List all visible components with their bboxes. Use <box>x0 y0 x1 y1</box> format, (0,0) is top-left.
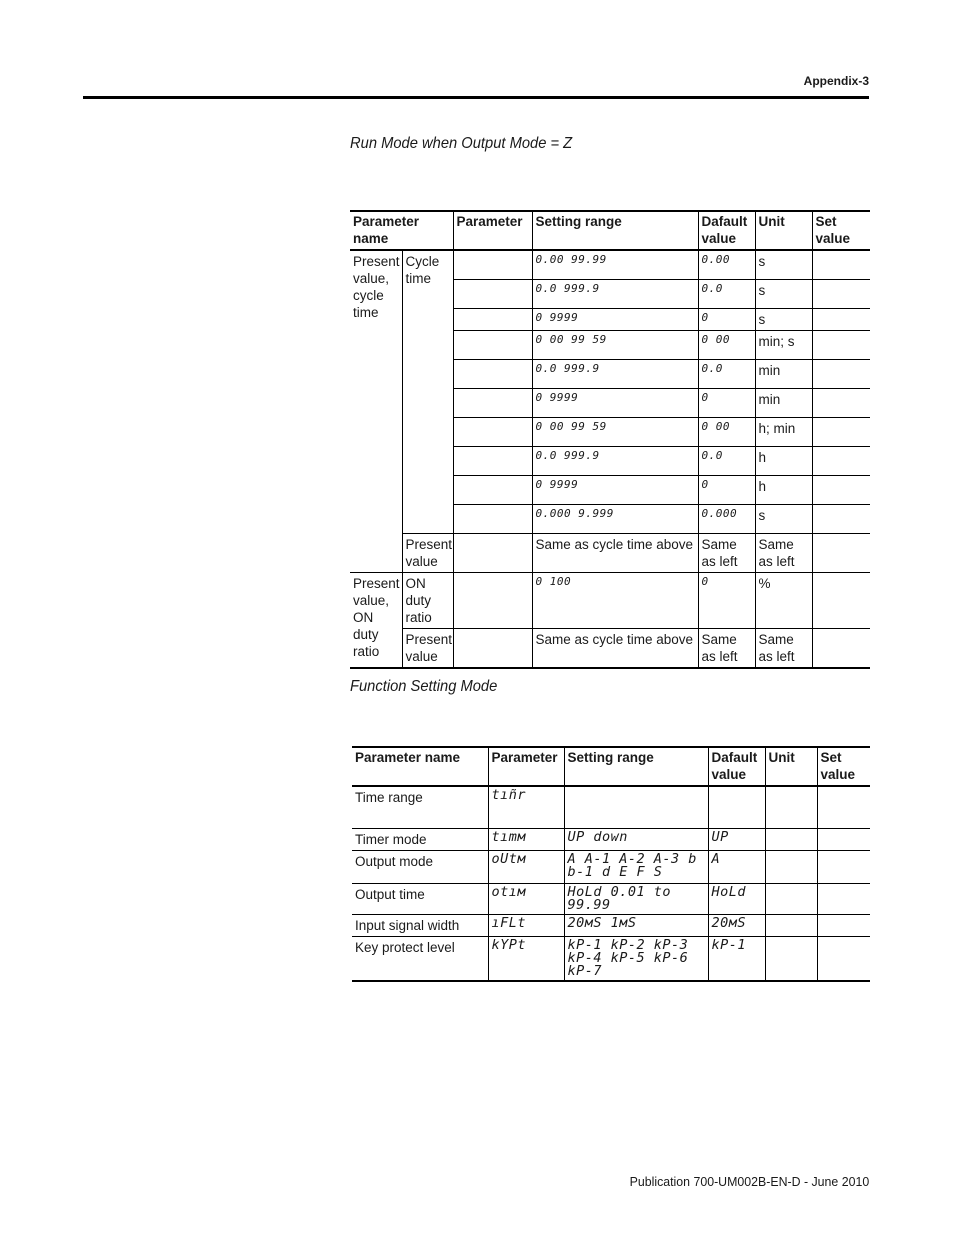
set-value-cell <box>812 388 870 417</box>
col-header-default: Dafault value <box>698 211 755 250</box>
parameter-cell <box>453 250 532 279</box>
unit-cell: Same as left <box>755 533 812 572</box>
unit-cell: min; s <box>755 330 812 359</box>
default-cell: 0.0 <box>698 446 755 475</box>
function-mode-table <box>352 746 870 982</box>
unit-cell <box>765 936 817 981</box>
setting-range-cell: 0.00 99.99 <box>532 250 698 279</box>
parameter-cell <box>453 330 532 359</box>
set-value-cell <box>812 330 870 359</box>
default-cell: 0 <box>698 388 755 417</box>
parameter-cell <box>453 533 532 572</box>
default-cell: 20мS <box>708 914 765 936</box>
parameter-name-cell: Input signal width <box>352 914 488 936</box>
setting-range-cell: 20мS 1мS <box>564 914 708 936</box>
parameter-name-cell: Output time <box>352 883 488 914</box>
table-row <box>350 628 870 668</box>
setting-range-cell: 0.0 999.9 <box>532 446 698 475</box>
unit-cell: min <box>755 359 812 388</box>
setting-range-cell: 0 9999 <box>532 388 698 417</box>
run-mode-title: Run Mode when Output Mode = Z <box>350 135 573 152</box>
parameter-name-cell: Timer mode <box>352 828 488 850</box>
default-cell <box>708 786 765 828</box>
default-cell: kP-1 <box>708 936 765 981</box>
table-row <box>352 883 870 914</box>
group-name-cell: Present value, ON duty ratio <box>350 572 402 668</box>
col-header-set-value: Set value <box>817 747 870 786</box>
default-cell: A <box>708 850 765 883</box>
setting-range-cell: 0 100 <box>532 572 698 628</box>
group-name-cell: Present value, cycle time <box>350 250 402 572</box>
parameter-cell <box>453 417 532 446</box>
parameter-cell <box>453 572 532 628</box>
unit-cell: h <box>755 475 812 504</box>
default-cell: UP <box>708 828 765 850</box>
set-value-cell <box>817 786 870 828</box>
table-row <box>352 828 870 850</box>
setting-range-cell: 0 9999 <box>532 308 698 330</box>
parameter-cell: otıм <box>488 883 564 914</box>
setting-range-cell: 0 9999 <box>532 475 698 504</box>
parameter-cell: ıFLt <box>488 914 564 936</box>
setting-range-cell: Same as cycle time above <box>532 533 698 572</box>
set-value-cell <box>817 850 870 883</box>
unit-cell: % <box>755 572 812 628</box>
unit-cell <box>765 828 817 850</box>
set-value-cell <box>812 533 870 572</box>
header-rule <box>83 96 869 99</box>
col-header-set-value: Set value <box>812 211 870 250</box>
default-cell: Same as left <box>698 628 755 668</box>
default-cell: HoLd <box>708 883 765 914</box>
set-value-cell <box>812 572 870 628</box>
setting-range-cell: 0.000 9.999 <box>532 504 698 533</box>
setting-range-cell: Same as cycle time above <box>532 628 698 668</box>
footer-publication: Publication 700-UM002B-EN-D - June 2010 <box>629 1174 869 1189</box>
unit-cell <box>765 786 817 828</box>
default-cell: 0.0 <box>698 359 755 388</box>
set-value-cell <box>812 628 870 668</box>
set-value-cell <box>817 883 870 914</box>
default-cell: 0.00 <box>698 250 755 279</box>
parameter-cell: oUtм <box>488 850 564 883</box>
unit-cell <box>765 914 817 936</box>
table-row <box>352 936 870 981</box>
unit-cell <box>765 883 817 914</box>
set-value-cell <box>817 936 870 981</box>
col-header-unit: Unit <box>765 747 817 786</box>
table-row <box>350 533 870 572</box>
table-row <box>350 250 870 279</box>
default-cell: 0.000 <box>698 504 755 533</box>
col-header-parameter: Parameter <box>453 211 532 250</box>
col-header-default: Dafault value <box>708 747 765 786</box>
col-header-parameter-name: Parameter name <box>350 211 453 250</box>
set-value-cell <box>812 417 870 446</box>
parameter-name-cell: Output mode <box>352 850 488 883</box>
table-header-row <box>352 747 870 786</box>
unit-cell: h <box>755 446 812 475</box>
parameter-cell <box>453 359 532 388</box>
table-header-row <box>350 211 870 250</box>
default-cell: 0 <box>698 572 755 628</box>
set-value-cell <box>817 914 870 936</box>
setting-range-cell <box>564 786 708 828</box>
unit-cell: s <box>755 250 812 279</box>
parameter-cell: tıñr <box>488 786 564 828</box>
parameter-cell <box>453 475 532 504</box>
run-mode-table <box>350 210 870 669</box>
set-value-cell <box>812 279 870 308</box>
parameter-cell <box>453 504 532 533</box>
col-header-setting-range: Setting range <box>564 747 708 786</box>
setting-range-cell: 0.0 999.9 <box>532 279 698 308</box>
function-mode-title: Function Setting Mode <box>350 678 498 695</box>
parameter-cell <box>453 628 532 668</box>
default-cell: 0.0 <box>698 279 755 308</box>
table-row <box>352 914 870 936</box>
unit-cell: s <box>755 504 812 533</box>
parameter-cell: tımм <box>488 828 564 850</box>
default-cell: Same as left <box>698 533 755 572</box>
default-cell: 0 <box>698 475 755 504</box>
setting-range-cell: 0.0 999.9 <box>532 359 698 388</box>
unit-cell <box>765 850 817 883</box>
parameter-cell <box>453 388 532 417</box>
table-row <box>350 572 870 628</box>
sub-name-cell: Present value <box>402 628 453 668</box>
col-header-setting-range: Setting range <box>532 211 698 250</box>
default-cell: 0 00 <box>698 330 755 359</box>
set-value-cell <box>817 828 870 850</box>
page-header: Appendix-3 <box>803 74 869 88</box>
setting-range-cell: kP-1 kP-2 kP-3 kP-4 kP-5 kP-6 kP-7 <box>564 936 708 981</box>
set-value-cell <box>812 446 870 475</box>
setting-range-cell: A A-1 A-2 A-3 b b-1 d E F S <box>564 850 708 883</box>
set-value-cell <box>812 504 870 533</box>
setting-range-cell: 0 00 99 59 <box>532 417 698 446</box>
unit-cell: min <box>755 388 812 417</box>
sub-name-cell: Present value <box>402 533 453 572</box>
parameter-name-cell: Time range <box>352 786 488 828</box>
set-value-cell <box>812 250 870 279</box>
unit-cell: Same as left <box>755 628 812 668</box>
table-row <box>352 786 870 828</box>
unit-cell: s <box>755 308 812 330</box>
parameter-cell <box>453 279 532 308</box>
setting-range-cell: HoLd 0.01 to 99.99 <box>564 883 708 914</box>
setting-range-cell: 0 00 99 59 <box>532 330 698 359</box>
default-cell: 0 <box>698 308 755 330</box>
col-header-parameter-name: Parameter name <box>352 747 488 786</box>
col-header-parameter: Parameter <box>488 747 564 786</box>
set-value-cell <box>812 475 870 504</box>
table-row <box>352 850 870 883</box>
parameter-cell: kYPt <box>488 936 564 981</box>
unit-cell: h; min <box>755 417 812 446</box>
unit-cell: s <box>755 279 812 308</box>
parameter-cell <box>453 446 532 475</box>
set-value-cell <box>812 359 870 388</box>
default-cell: 0 00 <box>698 417 755 446</box>
setting-range-cell: UP down <box>564 828 708 850</box>
sub-name-cell: ON duty ratio <box>402 572 453 628</box>
parameter-cell <box>453 308 532 330</box>
col-header-unit: Unit <box>755 211 812 250</box>
set-value-cell <box>812 308 870 330</box>
parameter-name-cell: Key protect level <box>352 936 488 981</box>
sub-name-cell: Cycle time <box>402 250 453 533</box>
